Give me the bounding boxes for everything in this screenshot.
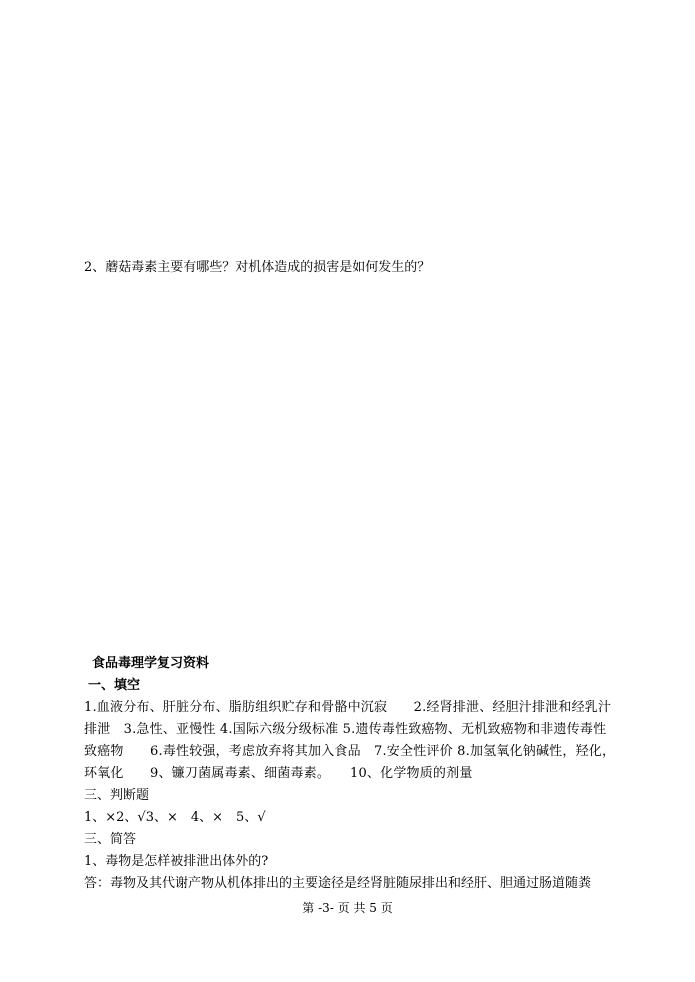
section-heading-short-answer: 三、简答 [84, 832, 137, 847]
fill-in-answers [84, 697, 644, 785]
true-false-answers: 1、×2、√3、× 4、× 5、√ [84, 810, 266, 825]
section-heading-fill-in: 一、填空 [88, 678, 141, 693]
fill-answer-line: 1.血液分布、肝脏分布、脂肪组织贮存和骨骼中沉寂 2.经肾排泄、经胆汁排泄和经乳汁 [84, 700, 612, 715]
page-footer: 第 -3- 页 共 5 页 [302, 901, 393, 915]
short-answer-question-2: 2、蘑菇毒素主要有哪些？对机体造成的损害是如何发生的？ [84, 260, 431, 275]
review-material-section [84, 653, 644, 895]
fill-answer-line: 环氧化 9、镰刀菌属毒素、细菌毒素。 10、化学物质的剂量 [84, 766, 473, 781]
fill-answer-line: 排泄 3.急性、亚慢性 4.国际六级分级标准 5.遗传毒性致癌物、无机致癌物和非遗传毒性 [84, 722, 607, 737]
document-title: 食品毒理学复习资料 [92, 656, 210, 671]
section-heading-true-false: 三、判断题 [84, 788, 150, 803]
short-answer-answer-1: 答：毒物及其代谢产物从机体排出的主要途径是经肾脏随尿排出和经肝、胆通过肠道随粪 [84, 876, 592, 891]
short-answer-question-1: 1、毒物是怎样被排泄出体外的? [84, 854, 269, 869]
fill-answer-line: 致癌物 6.毒性较强，考虑放弃将其加入食品 7.安全性评价 8.加氢氧化钠碱性，羟化， [84, 744, 616, 759]
